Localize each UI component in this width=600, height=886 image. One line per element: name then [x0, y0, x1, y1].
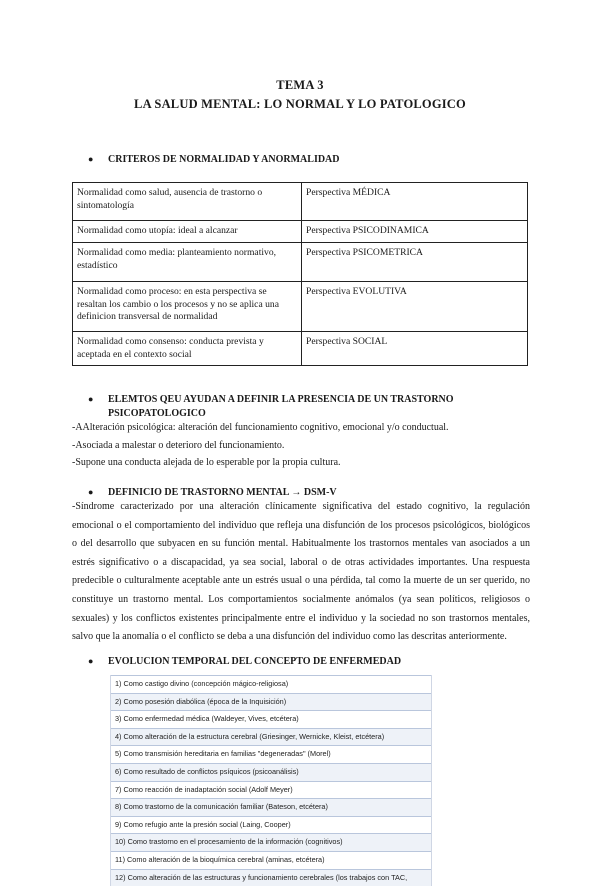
list-item: 4) Como alteración de la estructura cerebral (Griesinger, Wernicke, Kleist, etcétera) — [111, 728, 431, 746]
criterion-cell: Normalidad como proceso: en esta perspectiva se resaltan los cambio o los procesos y no se aplica una definicion transversal de normalidad — [73, 282, 302, 332]
criterion-cell: Normalidad como salud, ausencia de trastorno o sintomatología — [73, 183, 302, 221]
list-item: -AAlteración psicológica: alteración del funcionamiento cognitivo, emocional y/o conductual. — [72, 422, 449, 433]
table-row — [73, 243, 528, 282]
list-item: 5) Como transmisión hereditaria en familias "degeneradas" (Morel) — [111, 745, 431, 763]
perspective-cell: Perspectiva MÉDICA — [302, 183, 528, 221]
criterion-cell: Normalidad como media: planteamiento normativo, estadístico — [73, 243, 302, 282]
list-item: 1) Como castigo divino (concepción mágico-religiosa) — [111, 675, 431, 693]
bullet-icon: ● — [88, 656, 94, 666]
list-item: 8) Como trastorno de la comunicación familiar (Bateson, etcétera) — [111, 798, 431, 816]
list-item: 7) Como reacción de inadaptación social (Adolf Meyer) — [111, 781, 431, 799]
criterion-cell: Normalidad como utopía: ideal a alcanzar — [73, 221, 302, 243]
dsm-definition-paragraph: -Síndrome caracterizado por una alteración clínicamente significativa del estado cognitivo, la regulación emocional o el comportamiento del individuo que refleja una disfunción de los procesos psicológicos, biológicos o del desarrollo que subyacen en su función mental. Habitualmente los trastornos mentales van asociados a un estrés significativo o a discapacidad, ya sea social, laboral o de otras actividades importantes. Una respuesta predecible o culturalmente aceptable ante un estrés usual o una pérdida, tal como la muerte de un ser querido, no constituye un trastorno mental. Los comportamientos socialmente anómalos (ya sean políticos, religiosos o sexuales) y los conflictos existentes principalmente entre el individuo y la sociedad no son trastornos mentales, salvo que la anomalía o el conflicto se deba a una disfunción del individuo como las descritas anteriormente. — [72, 501, 530, 643]
criterion-cell: Normalidad como consenso: conducta prevista y aceptada en el contexto social — [73, 332, 302, 366]
list-item: 9) Como refugio ante la presión social (Laing, Cooper) — [111, 816, 431, 834]
evolution-list — [110, 675, 432, 886]
perspective-cell: Perspectiva EVOLUTIVA — [302, 282, 528, 332]
table-row — [73, 183, 528, 221]
table-row — [73, 332, 528, 366]
list-item: 12) Como alteración de las estructuras y funcionamiento cerebrales (los trabajos con TAC, — [111, 869, 431, 886]
perspective-cell: Perspectiva PSICODINAMICA — [302, 221, 528, 243]
list-item: -Asociada a malestar o deterioro del funcionamiento. — [72, 440, 285, 451]
list-item: 2) Como posesión diabólica (época de la Inquisición) — [111, 693, 431, 711]
page-title-line1: TEMA 3 — [276, 78, 324, 92]
table-row — [73, 282, 528, 332]
list-item: -Supone una conducta alejada de lo esperable por la propia cultura. — [72, 457, 341, 468]
list-item: 10) Como trastorno en el procesamiento de la información (cognitivos) — [111, 833, 431, 851]
list-item: 6) Como resultado de conflictos psíquicos (psicoanálisis) — [111, 763, 431, 781]
bullet-icon: ● — [88, 154, 94, 164]
bullet-icon: ● — [88, 394, 94, 404]
list-item: 11) Como alteración de la bioquímica cerebral (aminas, etcétera) — [111, 851, 431, 869]
list-item: 3) Como enfermedad médica (Waldeyer, Vives, etcétera) — [111, 710, 431, 728]
bullet-icon: ● — [88, 487, 94, 497]
table-row — [73, 221, 528, 243]
criteria-table — [72, 182, 528, 366]
perspective-cell: Perspectiva SOCIAL — [302, 332, 528, 366]
page-title-line2: LA SALUD MENTAL: LO NORMAL Y LO PATOLOGICO — [134, 97, 466, 111]
perspective-cell: Perspectiva PSICOMETRICA — [302, 243, 528, 282]
